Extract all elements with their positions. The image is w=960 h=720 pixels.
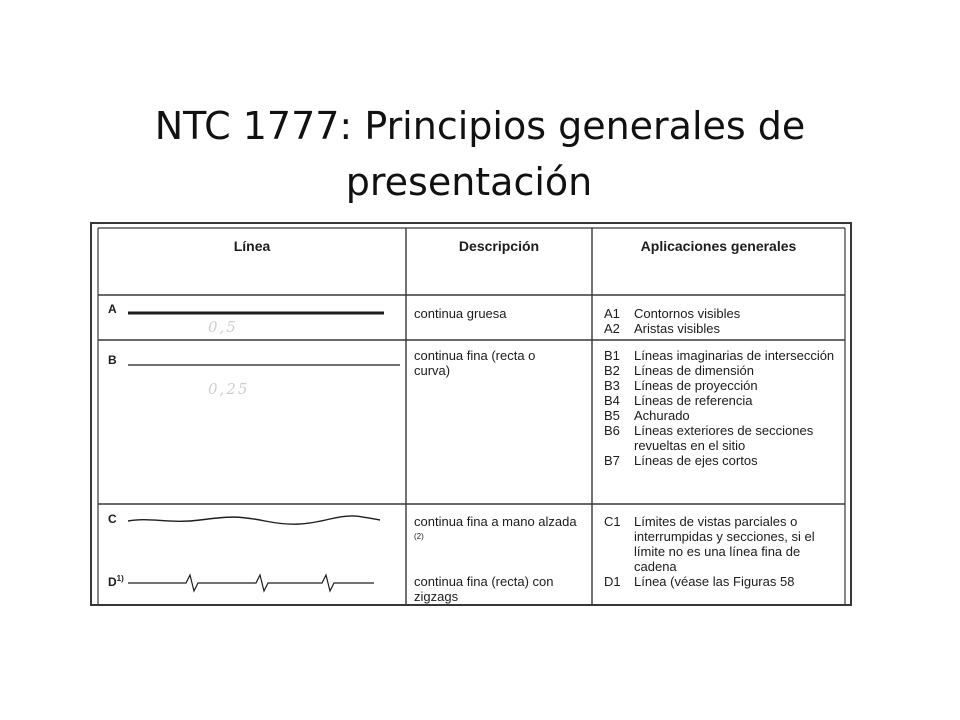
row-b-description: continua fina (recta o curva) bbox=[414, 348, 536, 378]
row-c-applications bbox=[604, 514, 840, 574]
application-item: B6 Líneas exteriores de secciones revueltas en el sitio bbox=[604, 423, 814, 453]
row-a-applications bbox=[604, 306, 840, 336]
row-c-letter: C bbox=[108, 512, 117, 526]
slide-title bbox=[0, 98, 960, 210]
row-d-letter: $D^{1)}$ bbox=[108, 574, 124, 589]
line-sample-c bbox=[128, 516, 380, 524]
row-b-applications bbox=[604, 348, 840, 468]
row-a-description: continua gruesa bbox=[414, 306, 507, 321]
application-item: D1 Línea (véase las Figuras 58 bbox=[604, 574, 795, 589]
row-b-pencil-note: 0,25 bbox=[208, 380, 250, 398]
application-item: B7 Líneas de ejes cortos bbox=[604, 453, 758, 468]
row-b-letter: B bbox=[108, 353, 117, 367]
row-d-footnote: 1) bbox=[116, 574, 124, 583]
row-c-footnote: (2) bbox=[414, 532, 424, 541]
row-d-description: continua fina (recta) con zigzags bbox=[414, 574, 554, 604]
row-a-letter: A bbox=[108, 302, 117, 316]
header-aplicaciones: Aplicaciones generales bbox=[640, 238, 797, 254]
application-item: A1 Contornos visibles bbox=[604, 306, 741, 321]
application-item: B4 Líneas de referencia bbox=[604, 393, 753, 408]
application-item: B5 Achurado bbox=[604, 408, 690, 423]
title-line-2: presentación bbox=[345, 160, 593, 204]
row-d-applications bbox=[604, 574, 840, 589]
application-item: A2 Aristas visibles bbox=[604, 321, 720, 336]
scanned-table bbox=[90, 222, 852, 606]
header-linea: Línea bbox=[233, 238, 271, 254]
row-c-description: continua fina a mano alzada $^{(2)}$ bbox=[414, 514, 577, 541]
title-line-1: NTC 1777: Principios generales de bbox=[154, 104, 806, 148]
line-sample-d bbox=[128, 575, 374, 591]
application-item: B1 Líneas imaginarias de intersección bbox=[604, 348, 835, 363]
application-item: B3 Líneas de proyección bbox=[604, 378, 758, 393]
application-item: B2 Líneas de dimensión bbox=[604, 363, 754, 378]
application-item: C1 Límites de vistas parciales o interrumpidas y secciones, si el límite no es una línea fina de cadena bbox=[604, 514, 815, 574]
row-a-pencil-note: 0,5 bbox=[208, 318, 238, 336]
header-descripcion: Descripción bbox=[458, 238, 540, 254]
